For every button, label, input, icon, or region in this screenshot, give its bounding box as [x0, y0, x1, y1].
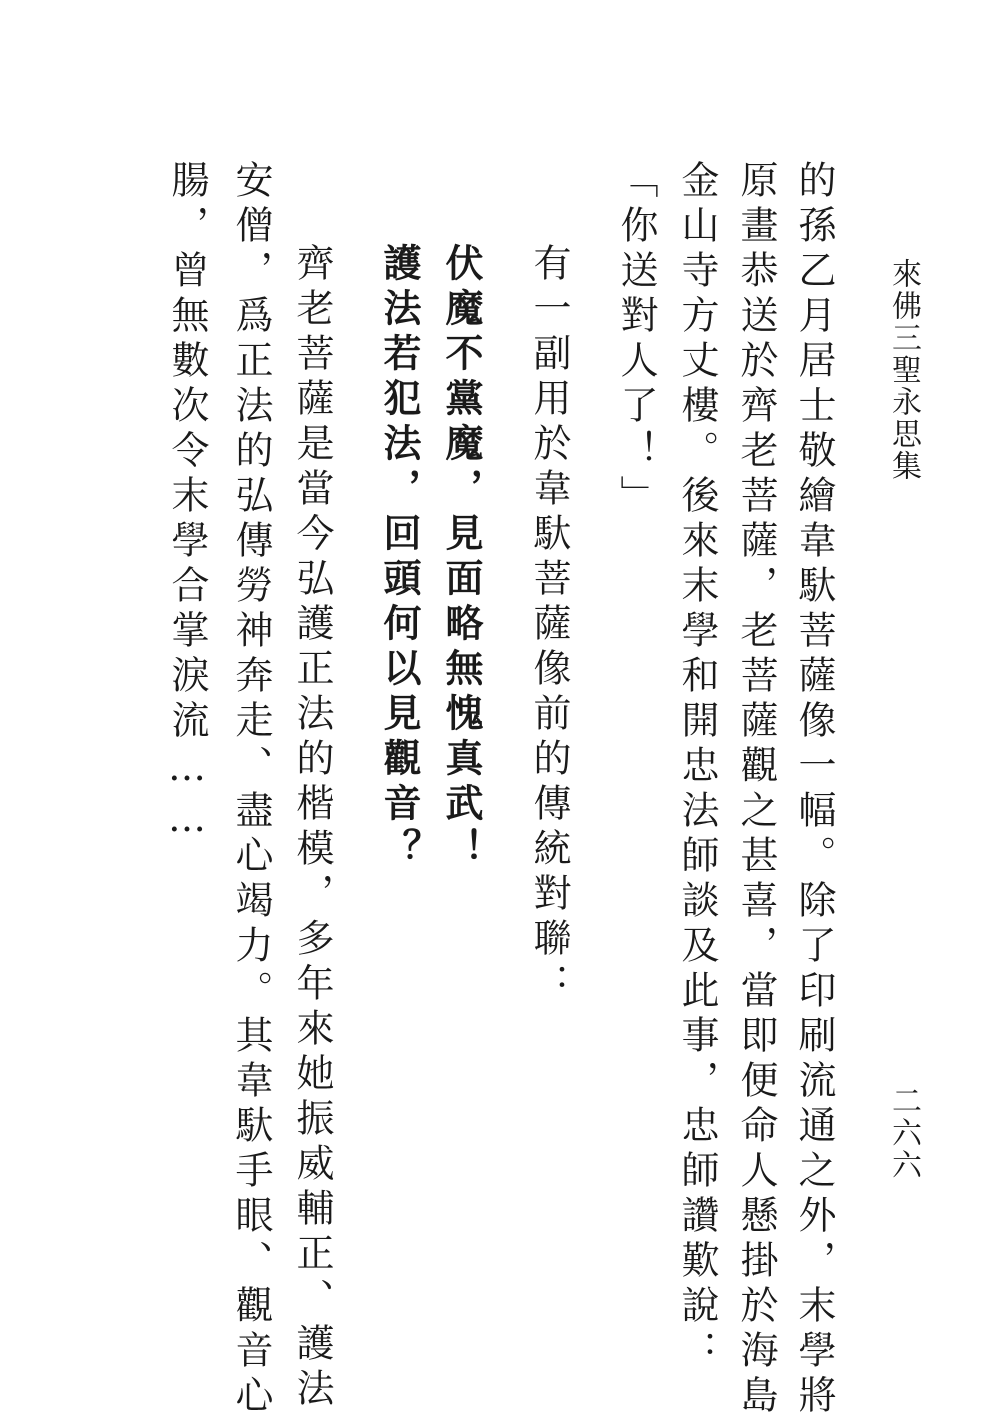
body-line: 安僧，爲正法的弘傳勞神奔走、盡心竭力。其韋馱手眼、觀音心	[229, 160, 273, 1420]
body-line: 金山寺方丈樓。後來末學和開忠法師談及此事，忠師讚歎說：	[675, 160, 719, 1375]
body-line: 腸，曾無數次令末學合掌淚流……	[165, 160, 209, 847]
page-number: 二六六	[886, 1085, 921, 1181]
body-line: 「你送對人了！」	[614, 160, 658, 520]
body-line: 的孫乙月居士敬繪韋馱菩薩像一幅。除了印刷流通之外，末學將	[792, 160, 836, 1420]
book-title: 來佛三聖永思集	[886, 258, 921, 482]
body-line: 齊老菩薩是當今弘護正法的楷模，多年來她振威輔正、護法	[290, 243, 334, 1413]
body-line: 原畫恭送於齊老菩薩，老菩薩觀之甚喜，當即便命人懸掛於海島	[734, 160, 778, 1420]
couplet-line: 伏魔不黨魔，見面略無愧真武！	[439, 243, 483, 873]
couplet-line: 護法若犯法，回頭何以見觀音？	[377, 243, 421, 873]
couplet-intro: 有一副用於韋馱菩薩像前的傳統對聯：	[527, 243, 571, 1008]
